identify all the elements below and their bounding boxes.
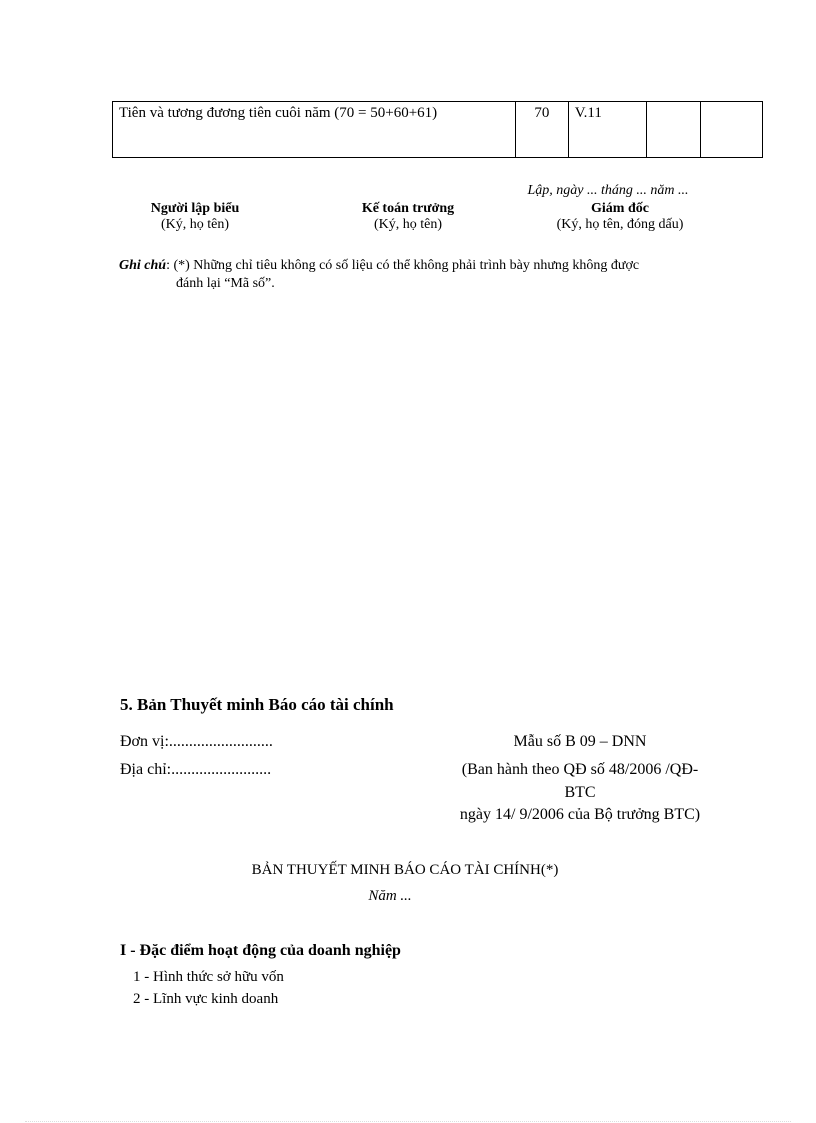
list-item: 2 - Lĩnh vực kinh doanh bbox=[133, 991, 279, 1007]
unit-line: Đơn vị:.......................... bbox=[120, 733, 273, 750]
list-item: 1 - Hình thức sở hữu vốn bbox=[133, 969, 284, 985]
row-code: 70 bbox=[515, 102, 568, 158]
signature-date-line: Lập, ngày ... tháng ... năm ... bbox=[527, 183, 689, 198]
cash-flow-table bbox=[112, 101, 763, 158]
director-title: Giám đốc bbox=[591, 201, 649, 216]
document-title: BẢN THUYẾT MINH BÁO CÁO TÀI CHÍNH(*) bbox=[251, 862, 559, 878]
row-label: Tiên và tương đương tiên cuôi năm (70 = 50+60+61) bbox=[113, 102, 516, 158]
table-row bbox=[113, 102, 763, 158]
page-bottom-border bbox=[25, 1121, 791, 1122]
accountant-hint: (Ký, họ tên) bbox=[373, 217, 443, 232]
form-code: Mẫu số B 09 – DNN bbox=[513, 733, 647, 750]
footnote-label: Ghi chú bbox=[119, 258, 167, 273]
issued-line-3: ngày 14/ 9/2006 của Bộ trưởng BTC) bbox=[459, 806, 701, 823]
footnote-continuation: đánh lại “Mã số”. bbox=[176, 276, 275, 291]
accountant-title: Kế toán trưởng bbox=[361, 201, 455, 216]
footnote-text: : (*) Những chỉ tiêu không có số liệu có thể không phải trình bày nhưng không được bbox=[166, 258, 640, 273]
accountant-signature bbox=[323, 201, 493, 233]
footnote bbox=[119, 258, 709, 274]
current-year-cell bbox=[646, 102, 701, 158]
issued-line-1: (Ban hành theo QĐ số 48/2006 /QĐ- bbox=[461, 761, 699, 778]
preparer-signature bbox=[110, 201, 280, 233]
year-line: Năm ... bbox=[368, 888, 412, 904]
director-signature bbox=[520, 201, 720, 233]
address-line: Địa chỉ:......................... bbox=[120, 761, 272, 778]
part1-heading: I - Đặc điểm hoạt động của doanh nghiệp bbox=[120, 942, 401, 959]
issued-line-2: BTC bbox=[564, 784, 596, 801]
preparer-title: Người lập biểu bbox=[150, 201, 240, 216]
director-hint: (Ký, họ tên, đóng dấu) bbox=[556, 217, 684, 232]
preparer-hint: (Ký, họ tên) bbox=[160, 217, 230, 232]
section-heading: 5. Bản Thuyết minh Báo cáo tài chính bbox=[120, 695, 394, 714]
row-note: V.11 bbox=[568, 102, 646, 158]
previous-year-cell bbox=[701, 102, 763, 158]
